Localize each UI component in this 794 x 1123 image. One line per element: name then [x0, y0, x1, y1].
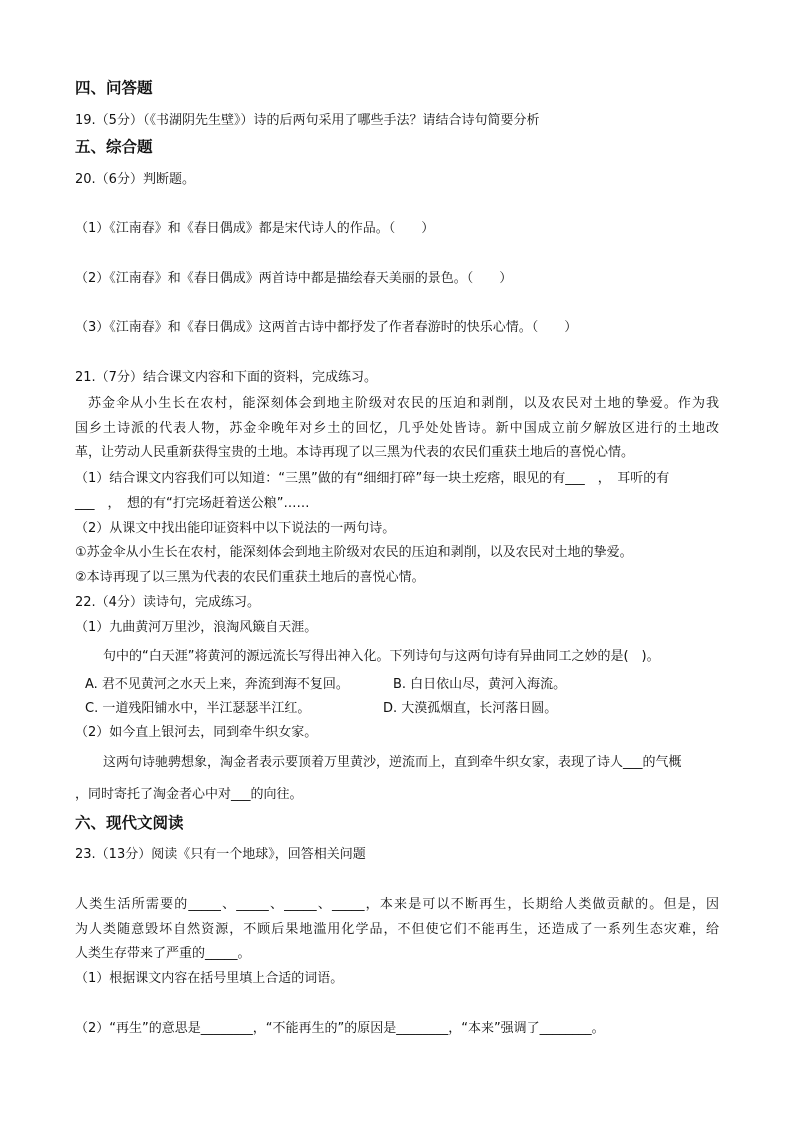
- question-21-point-1: ①苏金伞从小生长在农村，能深刻体会到地主阶级对农民的压迫和剥削，以及农民对土地的挚爱。: [75, 545, 633, 560]
- question-23-passage-line-1: 人类生活所需要的_____、_____、_____、_____，本来是可以不断再生，长期给人类做贡献的。但是，因: [75, 897, 719, 912]
- question-22-sub-2: （2）如今直上银河去，同到牵牛织女家。: [75, 725, 318, 740]
- question-22-option-c: C. 一道残阳铺水中，半江瑟瑟半江红。: [85, 701, 311, 716]
- question-22-sub-1: （1）九曲黄河万里沙，浪淘风簸自天涯。: [75, 620, 318, 635]
- section-4-heading: 四、问答题: [75, 79, 153, 97]
- question-22-option-a: A. 君不见黄河之水天上来，奔流到海不复回。: [85, 677, 349, 692]
- question-23-passage-line-2: 为人类随意毁坏自然资源，不顾后果地滥用化学品，不但使它们不能再生，还造成了一系列生态灾难，给: [75, 922, 719, 937]
- question-20-item-2: （2）《江南春》和《春日偶成》两首诗中都是描绘春天美丽的景色。（ ）: [75, 271, 513, 286]
- question-22-option-d: D. 大漠孤烟直，长河落日圆。: [383, 701, 558, 716]
- question-23-sub-1: （1）根据课文内容在括号里填上合适的词语。: [75, 971, 344, 986]
- question-21-point-2: ②本诗再现了以三黑为代表的农民们重获土地后的喜悦心情。: [75, 570, 425, 585]
- question-21-sub-1-line-1: （1）结合课文内容我们可以知道：“三黑”做的有“细细打碎”每一块土疙瘩，眼见的有___ ， 耳听的有: [75, 471, 670, 486]
- question-22-stem: 22.（4分）读诗句，完成练习。: [75, 595, 260, 610]
- question-21-stem: 21.（7分）结合课文内容和下面的资料，完成练习。: [75, 370, 377, 385]
- question-22-sub-2-line-1: 这两句诗驰骋想象，淘金者表示要顶着万里黄沙，逆流而上，直到牵牛织女家，表现了诗人___的气概: [103, 755, 682, 770]
- question-22-option-b: B. 白日依山尽，黄河入海流。: [393, 677, 567, 692]
- question-22-sub-2-line-2: ，同时寄托了淘金者心中对___的向往。: [75, 787, 303, 802]
- question-21-sub-2: （2）从课文中找出能印证资料中以下说法的一两句诗。: [75, 521, 396, 536]
- question-20-item-3: （3）《江南春》和《春日偶成》这两首古诗中都抒发了作者春游时的快乐心情。（ ）: [75, 320, 578, 335]
- question-21-passage-line-3: 革，让劳动人民重新获得宝贵的土地。本诗再现了以三黑为代表的农民们重获土地后的喜悦心情。: [75, 445, 635, 460]
- question-20-stem: 20.（6分）判断题。: [75, 172, 195, 187]
- question-21-sub-1-line-2: ___ ， 想的有“打完场赶着送公粮”……: [75, 496, 310, 511]
- question-23-stem: 23.（13分）阅读《只有一个地球》，回答相关问题: [75, 847, 366, 862]
- question-20-item-1: （1）《江南春》和《春日偶成》都是宋代诗人的作品。（ ）: [75, 221, 435, 236]
- question-22-sub-1-question: 句中的“白天涯”将黄河的源远流长写得出神入化。下列诗句与这两句诗有异曲同工之妙的是( )。: [103, 649, 660, 664]
- question-23-sub-2: （2）“再生”的意思是________，“不能再生的”的原因是________，“本来”强调了________。: [75, 1021, 605, 1036]
- question-21-passage-line-1: 苏金伞从小生长在农村，能深刻体会到地主阶级对农民的压迫和剥削，以及农民对土地的挚爱。作为我: [88, 396, 719, 411]
- question-23-passage-line-3: 人类生存带来了严重的_____。: [75, 946, 251, 961]
- section-6-heading: 六、现代文阅读: [75, 814, 184, 832]
- question-21-passage-line-2: 国乡土诗派的代表人物，苏金伞晚年对乡土的回忆，几乎处处皆诗。新中国成立前夕解放区进行的土地改: [75, 421, 719, 436]
- question-19: 19.（5分）（《书湖阴先生壁》）诗的后两句采用了哪些手法？请结合诗句简要分析: [75, 113, 540, 128]
- section-5-heading: 五、综合题: [75, 138, 153, 156]
